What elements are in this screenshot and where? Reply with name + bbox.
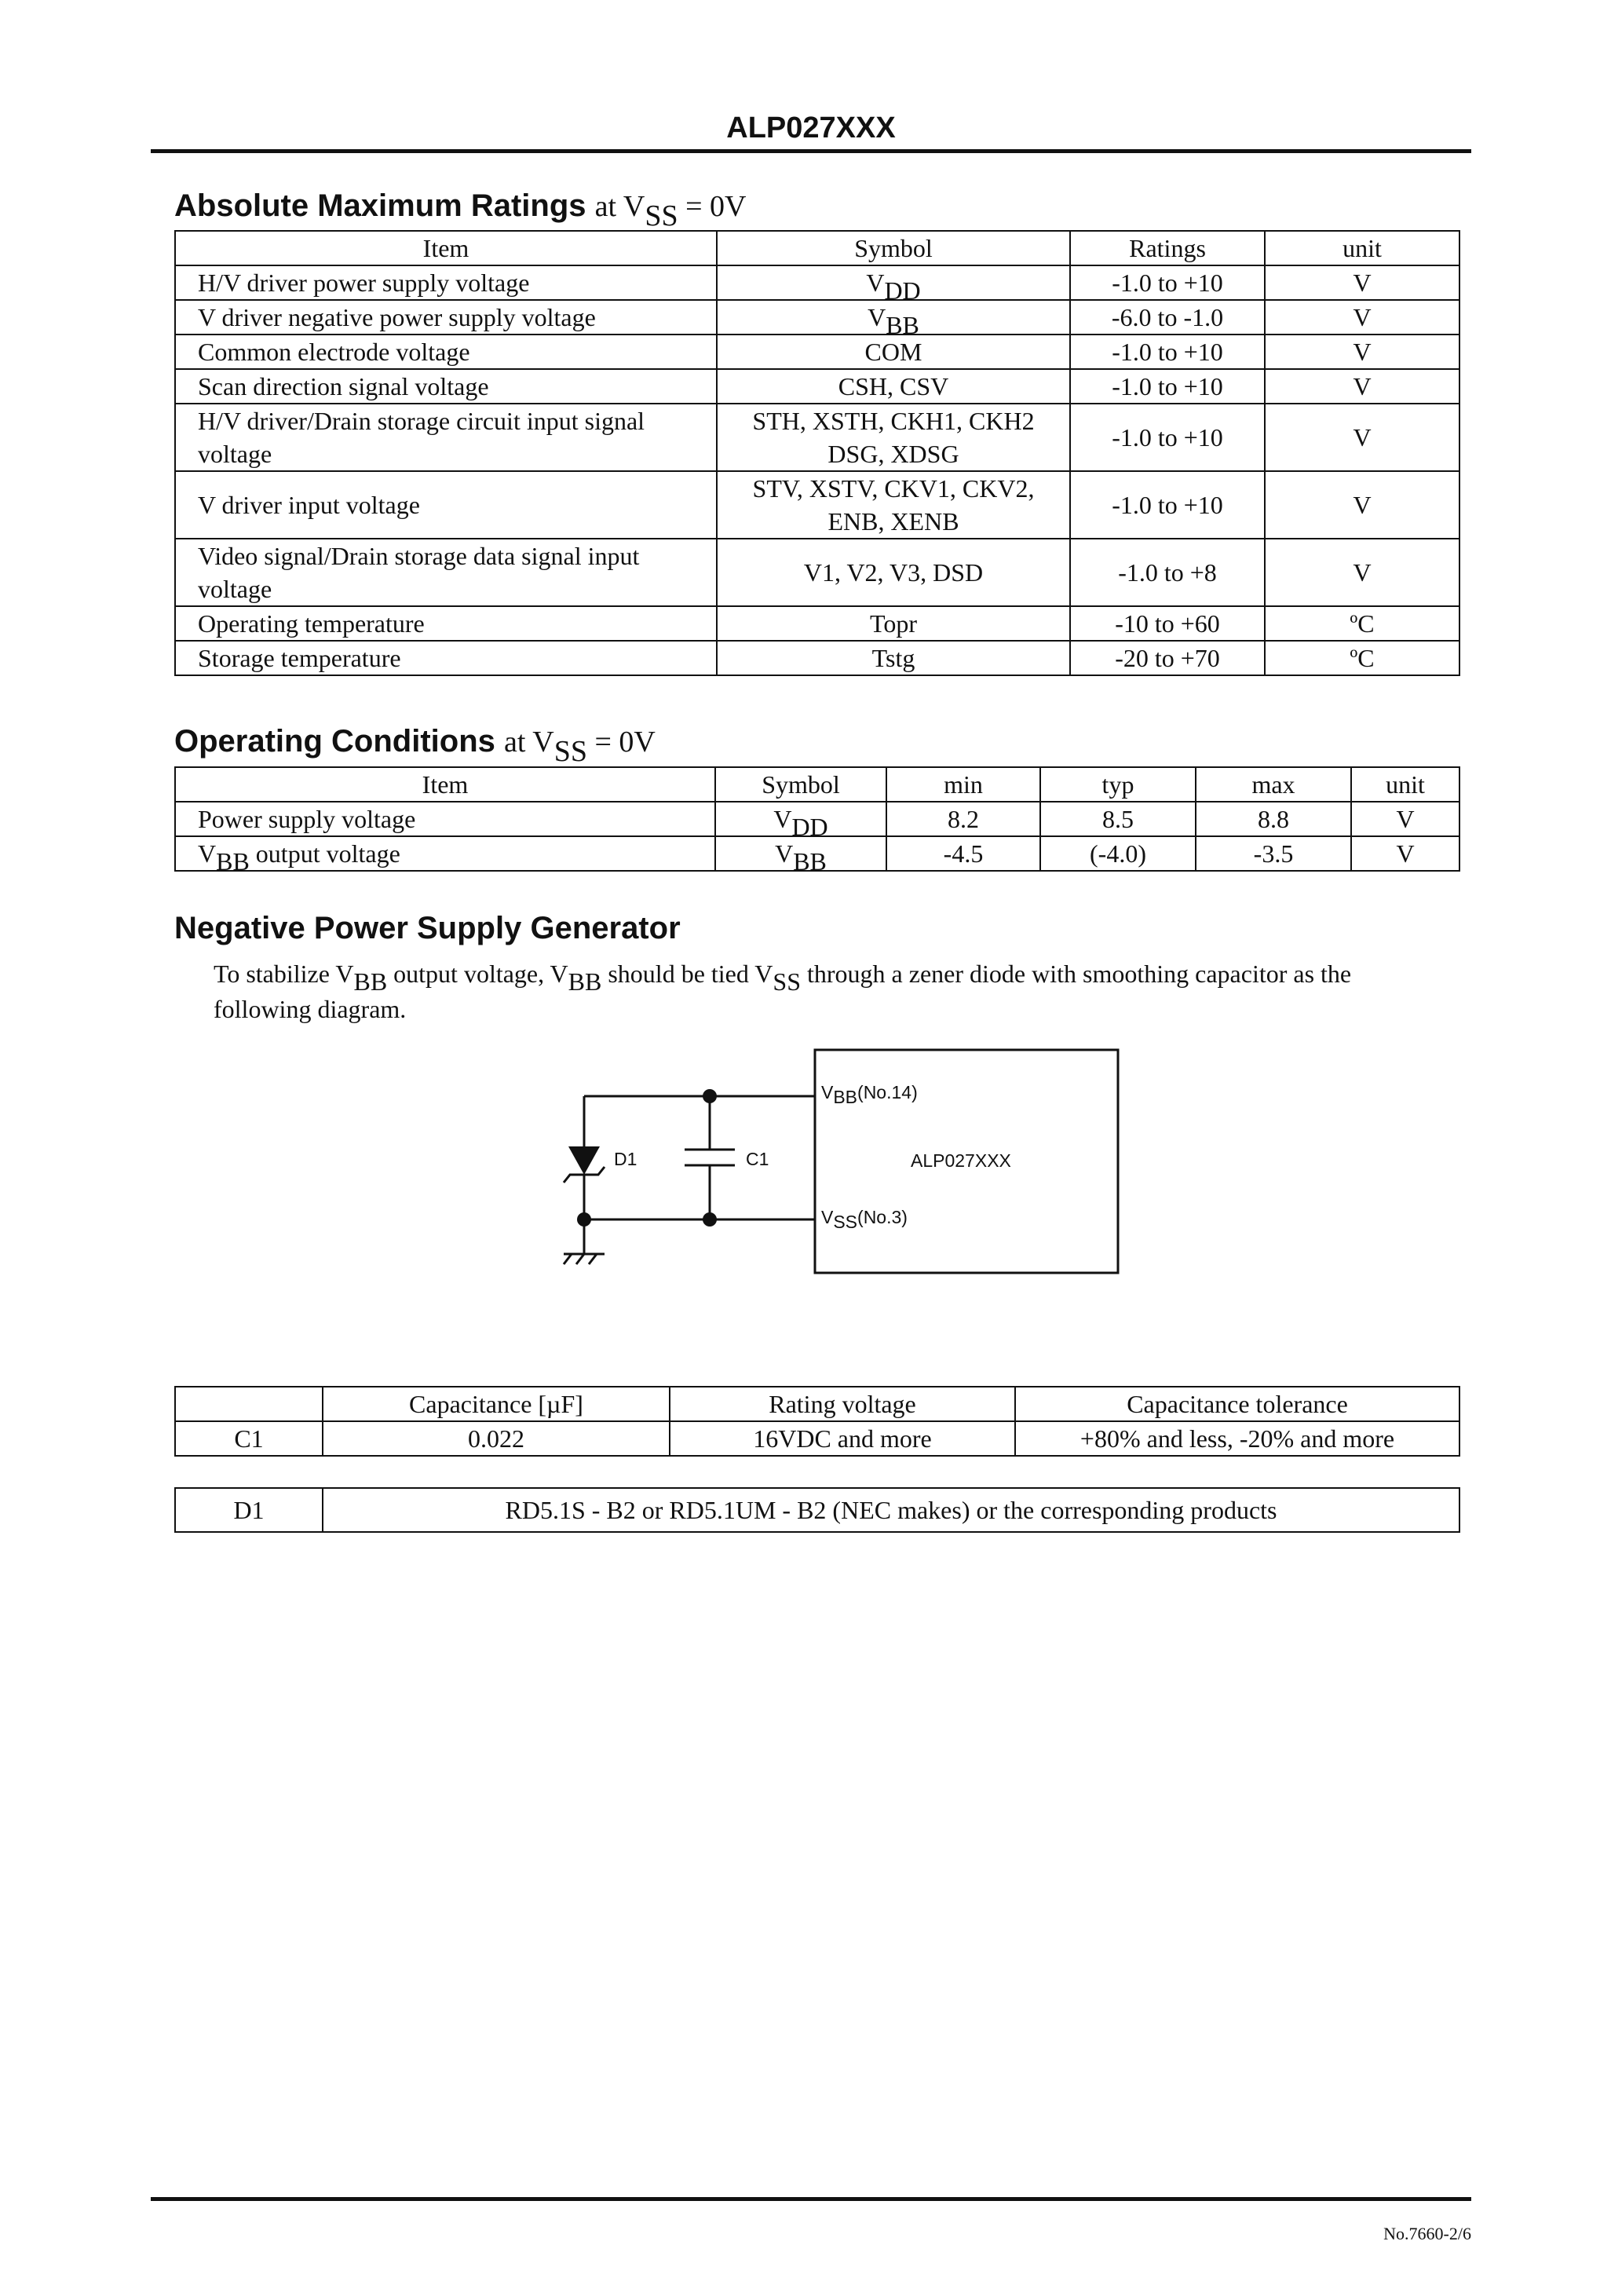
col-header-item: Item [175,767,715,802]
cell-item: V driver negative power supply voltage [175,300,717,335]
cell-unit: ºC [1265,641,1459,675]
cell-rating: -20 to +70 [1070,641,1265,675]
col-header-item: Item [175,231,717,265]
cell-item: Storage temperature [175,641,717,675]
cell-typ: (-4.0) [1040,836,1196,871]
cell-min: -4.5 [886,836,1040,871]
cell-unit: V [1265,539,1459,606]
cell-rating: -1.0 to +10 [1070,404,1265,471]
cell-description: RD5.1S - B2 or RD5.1UM - B2 (NEC makes) or the corresponding products [323,1488,1459,1532]
col-header-ratings: Ratings [1070,231,1265,265]
cell-rating: -1.0 to +10 [1070,335,1265,369]
cell-symbol: $V_{BB}$ [717,300,1070,335]
cell-symbol: $V_{DD}$ [715,802,886,836]
cell-tolerance: +80% and less, -20% and more [1015,1421,1459,1456]
cell-unit: V [1351,836,1459,871]
cell-item: Scan direction signal voltage [175,369,717,404]
col-header-symbol: Symbol [715,767,886,802]
cell-min: 8.2 [886,802,1040,836]
cell-rating: -6.0 to -1.0 [1070,300,1265,335]
cell-unit: ºC [1265,606,1459,641]
cell-unit: V [1351,802,1459,836]
op-cond-condition: at $V_{SS} = 0V$ [504,726,656,769]
col-header-max: max [1196,767,1351,802]
cell-item: Common electrode voltage [175,335,717,369]
cell-symbol: Topr [717,606,1070,641]
cell-unit: V [1265,335,1459,369]
paragraph-line-2: following diagram. [214,995,407,1023]
cell-rating: -1.0 to +10 [1070,265,1265,300]
col-header-typ: typ [1040,767,1196,802]
cell-symbol: STV, XSTV, CKV1, CKV2, ENB, XENB [717,471,1070,539]
table-row [175,1421,1459,1456]
col-header-unit: unit [1265,231,1459,265]
cell-item: H/V driver/Drain storage circuit input signal voltage [175,404,717,471]
col-header-symbol: Symbol [717,231,1070,265]
cell-rating: -1.0 to +10 [1070,369,1265,404]
junction-dot [703,1212,717,1227]
abs-max-condition: at $V_{SS} = 0V$ [594,190,747,233]
abs-max-title: Absolute Maximum Ratings [174,188,586,223]
cell-unit: V [1265,300,1459,335]
document-title: ALP027XXX [726,112,896,144]
neg-gen-heading: Negative Power Supply Generator [174,911,681,945]
junction-dot [703,1089,717,1103]
cell-symbol: Tstg [717,641,1070,675]
op-cond-title: Operating Conditions [174,724,495,759]
d1-label: D1 [614,1149,637,1169]
chip-label: ALP027XXX [911,1150,1011,1171]
cell-max: 8.8 [1196,802,1351,836]
footer-rule [151,2197,1471,2201]
table-row [175,1488,1459,1532]
cell-item: Video signal/Drain storage data signal input voltage [175,539,717,606]
cell-item: H/V driver power supply voltage [175,265,717,300]
cell-rating: -10 to +60 [1070,606,1265,641]
cell-unit: V [1265,265,1459,300]
zener-diode-icon [568,1146,600,1175]
c1-label: C1 [746,1149,769,1169]
cell-unit: V [1265,471,1459,539]
cell-name: D1 [175,1488,323,1532]
cell-item: V driver input voltage [175,471,717,539]
cell-symbol: CSH, CSV [717,369,1070,404]
col-header-min: min [886,767,1040,802]
vbb-pin-label: VBB(No.14) [821,1082,918,1107]
page-number: No.7660-2/6 [1383,2224,1471,2243]
cell-symbol: $V_{BB}$ [715,836,886,871]
cell-rating: -1.0 to +8 [1070,539,1265,606]
col-header-rating-voltage: Rating voltage [670,1387,1015,1421]
paragraph-line-1: To stabilize $V_{BB}$ output voltage, $V_{BB}$ should be tied $V_{SS}$ through a zener diode with smoothing capacitor as the [214,960,1352,996]
cell-max: -3.5 [1196,836,1351,871]
capacitor-table [174,1386,1460,1457]
cell-typ: 8.5 [1040,802,1196,836]
cell-item: Power supply voltage [175,802,715,836]
cell-item: Operating temperature [175,606,717,641]
col-header-blank [175,1387,323,1421]
cell-name: C1 [175,1421,323,1456]
cell-unit: V [1265,369,1459,404]
cell-item: $V_{BB}$ output voltage [175,836,715,871]
col-header-unit: unit [1351,767,1459,802]
diode-table [174,1487,1460,1533]
cell-rating-voltage: 16VDC and more [670,1421,1015,1456]
cell-rating: -1.0 to +10 [1070,471,1265,539]
vss-pin-label: VSS(No.3) [821,1207,908,1232]
junction-dot [577,1212,591,1227]
col-header-tolerance: Capacitance tolerance [1015,1387,1459,1421]
cell-unit: V [1265,404,1459,471]
cell-symbol: $V_{DD}$ [717,265,1070,300]
cell-symbol: V1, V2, V3, DSD [717,539,1070,606]
col-header-capacitance: Capacitance [µF] [323,1387,670,1421]
cell-symbol: STH, XSTH, CKH1, CKH2 DSG, XDSG [717,404,1070,471]
cell-symbol: COM [717,335,1070,369]
table-header-row [175,1387,1459,1421]
cell-capacitance: 0.022 [323,1421,670,1456]
